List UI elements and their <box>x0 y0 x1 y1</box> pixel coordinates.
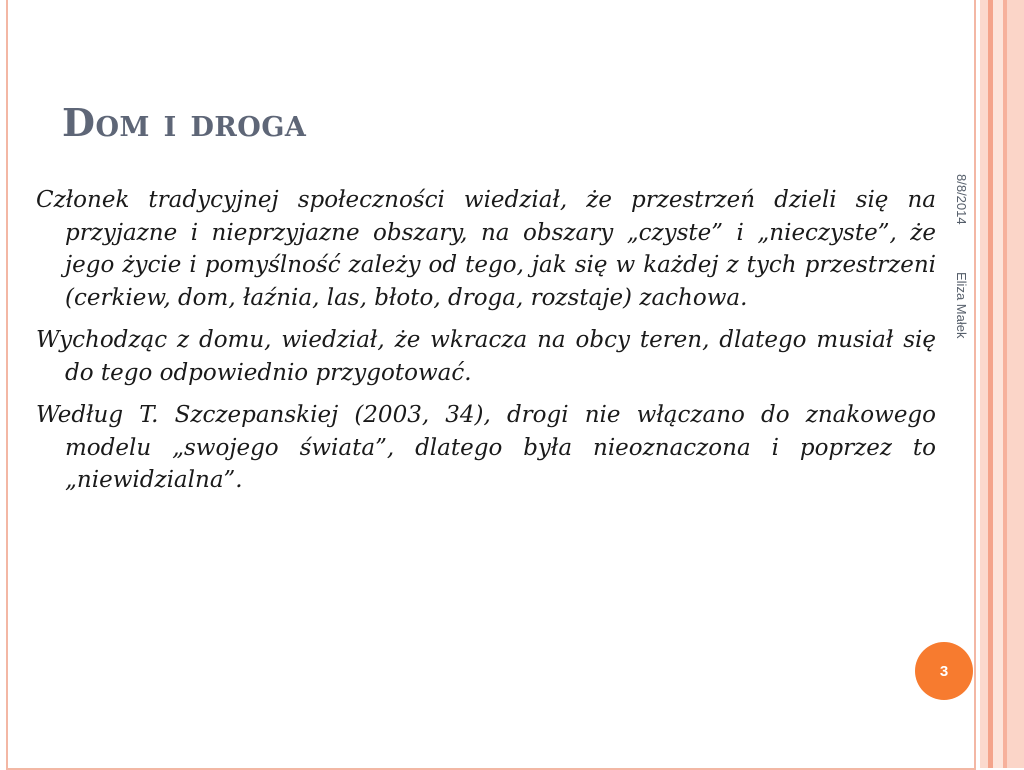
paragraph: Członek tradycyjnej społeczności wiedział, że przestrzeń dzieli się na przyjazne i nieprzyjazne obszary, na obszary „czyste” i „nieczyste”, że jego życie i pomyślność zależy od tego, jak się w każdej z tych przestrzeni (cerkiew, dom, łaźnia, las, błoto, droga, rozstaje) zachowa. <box>36 187 936 311</box>
paragraph: Wychodząc z domu, wiedział, że wkracza na obcy teren, dlatego musiał się do tego odpowiednio przygotować. <box>36 327 936 386</box>
slide-title: Dom i droga <box>62 100 307 145</box>
page-number-badge: 3 <box>915 642 973 700</box>
slide-author: Eliza Małek <box>954 272 969 339</box>
paragraph: Według T. Szczepanskiej (2003, 34), drogi nie włączano do znakowego modelu „swojego świata”, dlatego była nieoznaczona i poprzez to „niewidzialna”. <box>36 402 936 493</box>
slide-body <box>36 184 936 507</box>
decorative-stripe <box>980 0 988 768</box>
slide-date: 8/8/2014 <box>954 174 969 225</box>
decorative-stripe <box>993 0 1003 768</box>
decorative-stripe <box>1007 0 1024 768</box>
